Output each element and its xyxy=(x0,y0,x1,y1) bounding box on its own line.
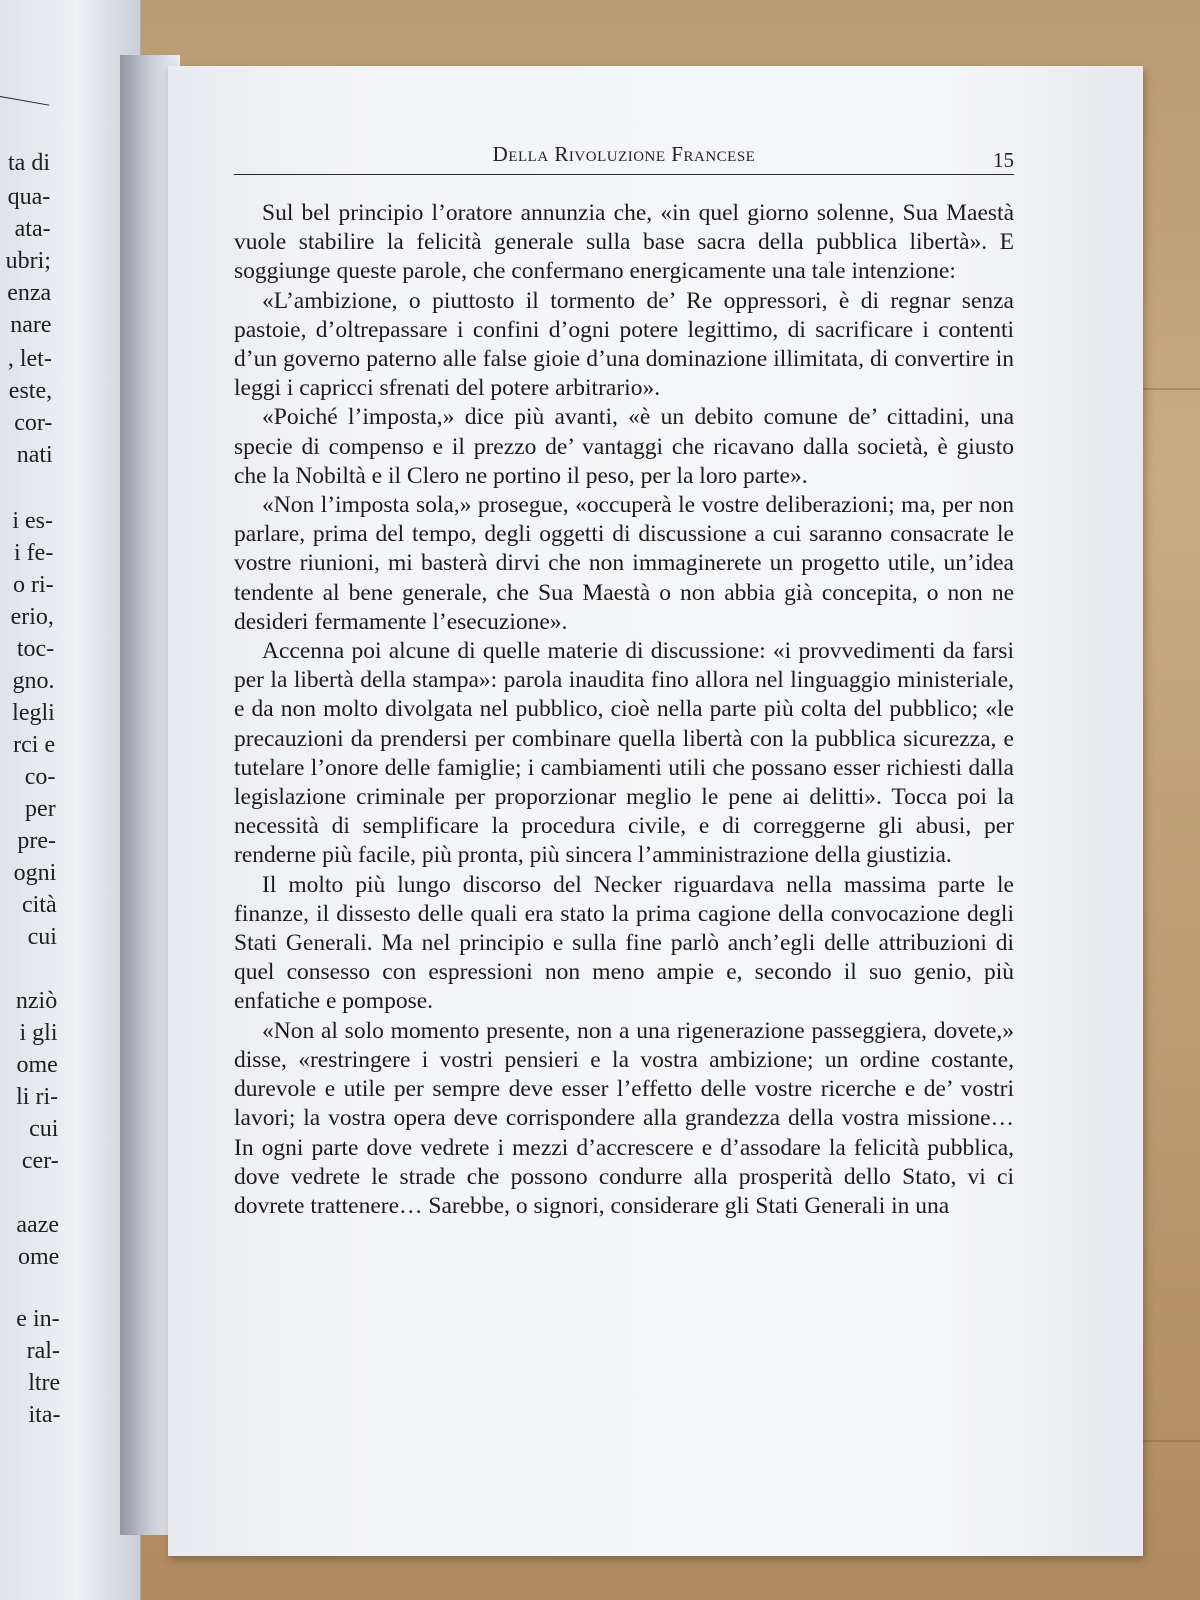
left-page-line: ata- xyxy=(14,216,51,242)
left-page-line: e in- xyxy=(16,1306,60,1332)
left-page-line: nziò xyxy=(15,988,58,1014)
page-number: 15 xyxy=(993,148,1014,172)
left-page-line: toc- xyxy=(16,636,55,662)
left-page-line: pre- xyxy=(17,828,56,854)
running-head-title: Della Rivoluzione Francese xyxy=(492,142,756,166)
left-page-line: cità xyxy=(21,892,57,918)
left-page-line: nare xyxy=(10,312,52,338)
left-page-rule xyxy=(0,96,49,106)
left-page-line: nati xyxy=(16,442,53,468)
left-page-line: ogni xyxy=(13,860,57,886)
left-page-line: enza xyxy=(7,280,52,306)
left-page-line: cor- xyxy=(14,410,53,436)
left-page-line: qua- xyxy=(7,184,51,210)
left-page-line: i gli xyxy=(19,1020,58,1046)
left-page-line: ome xyxy=(17,1244,60,1270)
left-page-line: per xyxy=(25,796,56,822)
paragraph: «Non al solo momento presente, non a una rigenerazione passeggiera, dovete,» disse, «restringere i vostri pensieri e la vostra ambizione; un ordine costante, durevole e utile per sempre deve esser l’effetto delle vostre ricerche e de’ vostri lavori; la vostra opera deve corrispondere alla grandezza della vostra missione… In ogni parte dove vedrete i mezzi d’accrescere e d’assodare la felicità pubblica, dove vedrete le strade che possono condurre alla prosperità dello Stato, vi ci dovrete trattenere… Sarebbe, o signori, considerare gli Stati Generali in una xyxy=(234,1017,1014,1219)
left-page-line: rci e xyxy=(13,732,56,758)
paragraph: «Non l’imposta sola,» prosegue, «occuperà le vostre deliberazioni; ma, per non parlare, prima del tempo, degli oggetti di discussione a cui saranno consacrate le vostre riunioni, mi basterà dirvi che non immaginerete un progetto utile, un’idea tendente al bene generale, che Sua Maestà o non abbia già concepita, o non ne desideri fermamente l’esecuzione». xyxy=(234,492,1014,635)
left-page-line: este, xyxy=(8,378,53,404)
left-page-line: o ri- xyxy=(12,572,54,598)
paragraph: «L’ambizione, o piuttosto il tormento de’ Re oppressori, è di regnar senza pastoie, d’oltrepassare i confini d’ogni potere legittimo, di sacrificare i contenti d’un governo paterno alle false gioie d’una dominazione illimitata, di convertire in leggi i capricci sfrenati del potere arbitrario». xyxy=(234,287,1014,402)
book-page xyxy=(168,66,1143,1556)
left-page-line: ltre xyxy=(28,1370,61,1396)
left-page-line: ita- xyxy=(28,1402,61,1428)
left-page-line: i fe- xyxy=(14,540,54,566)
paragraph: Accenna poi alcune di quelle materie di discussione: «i provvedimenti da farsi per la libertà della stampa»: parola inaudita fino allora nel linguaggio ministeriale, e da non molto divolgata nel pubblico, cioè nella parte più colta del pubblico; «le precauzioni da prendersi per combinare quella libertà con la pubblica sicurezza, e tutelare l’onore delle famiglie; i cambiamenti utili che possano esser richiesti dalla legislazione criminale per proporzionar meglio le pene ai delitti». Tocca poi la necessità di semplificare la procedura civile, e di correggerne gli abusi, per renderne più facile, più pronta, più sincera l’amministrazione della giustizia. xyxy=(234,638,1014,869)
paragraph: Il molto più lungo discorso del Necker riguardava nella massima parte le finanze, il dissesto delle quali era stato la prima cagione della convocazione degli Stati Generali. Ma nel principio e sulla fine parlò anch’egli delle attribuzioni di quel consesso con espressioni non meno ampie e, secondo il suo genio, più enfatiche e pompose. xyxy=(234,871,1014,1015)
running-head xyxy=(234,138,1014,175)
left-page-line: co- xyxy=(24,764,56,790)
left-page-line: legli xyxy=(12,700,55,726)
left-page-line: ome xyxy=(16,1052,58,1078)
left-page-line: i es- xyxy=(12,508,53,534)
left-page-line: ubri; xyxy=(5,248,51,274)
left-page-line: ta di xyxy=(8,150,50,176)
paragraph: Sul bel principio l’oratore annunzia che, «in quel giorno solenne, Sua Maestà vuole stabilire la felicità generale sulla base sacra della pubblica libertà». E soggiunge queste parole, che confermano energicamente una tale intenzione: xyxy=(234,200,1014,285)
left-page-line: li ri- xyxy=(16,1084,59,1110)
paragraph: «Poiché l’imposta,» dice più avanti, «è un debito comune de’ cittadini, una specie di compenso e il prezzo de’ vantaggi che ricavano dalla società, è giusto che la Nobiltà e il Clero ne portino il peso, per la loro parte». xyxy=(234,404,1014,489)
left-page-line: cui xyxy=(27,924,57,950)
left-page-line: gno. xyxy=(12,668,55,694)
left-page-line: cui xyxy=(29,1116,59,1142)
left-page-line: cer- xyxy=(21,1148,59,1174)
left-page-line: aaze xyxy=(16,1212,59,1238)
body-text xyxy=(234,199,1014,1221)
left-page-line: ral- xyxy=(26,1338,60,1364)
left-page-line: , let- xyxy=(7,346,52,372)
left-page-line: erio, xyxy=(10,604,54,630)
